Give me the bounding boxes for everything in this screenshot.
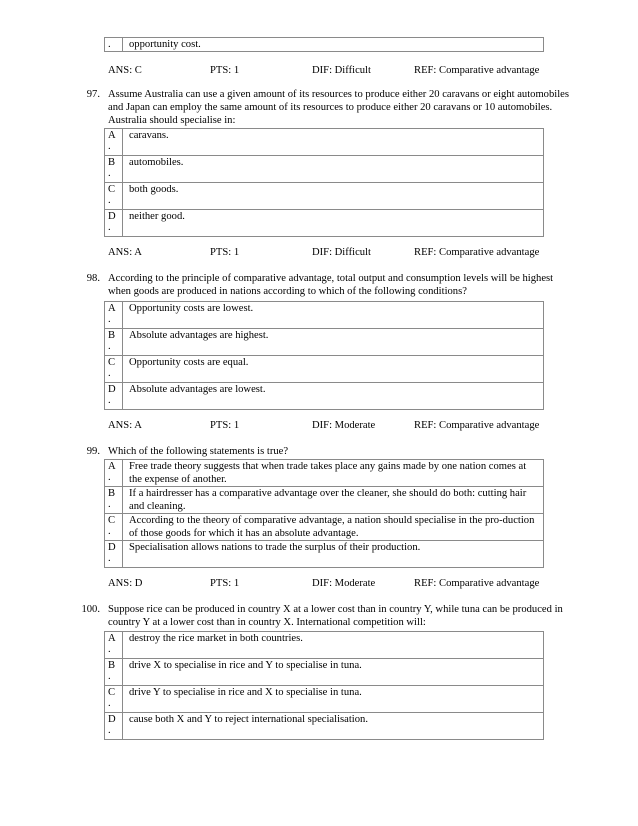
options-table-q97 xyxy=(104,128,544,237)
option-row: D . cause both X and Y to reject international specialisation. xyxy=(105,713,544,740)
answer-points: PTS: 1 xyxy=(210,247,240,258)
answer-key: ANS: D xyxy=(108,578,143,589)
option-letter: D xyxy=(108,384,116,395)
option-text: Free trade theory suggests that when trade takes place any gains made by one nation comes at the expense of another. xyxy=(123,460,544,487)
question-number: 97. xyxy=(86,89,100,100)
answer-difficulty: DIF: Moderate xyxy=(312,578,376,589)
answer-key: ANS: A xyxy=(108,247,142,258)
option-letter: C xyxy=(108,184,116,195)
option-letter: D xyxy=(108,211,116,222)
option-letter: B xyxy=(108,488,116,499)
option-row: A . destroy the rice market in both countries. xyxy=(105,632,544,659)
option-row: B . drive X to specialise in rice and Y to specialise in tuna. xyxy=(105,659,544,686)
answer-key: ANS: A xyxy=(108,420,142,431)
answer-line-q97 xyxy=(108,246,568,260)
answer-reference: REF: Comparative advantage xyxy=(414,420,540,431)
option-text: According to the theory of comparative advantage, a nation should specialise in the pro-duction of those goods for which it has an absolute advantage. xyxy=(123,514,544,541)
option-text: opportunity cost. xyxy=(123,38,544,52)
question-stem: Suppose rice can be produced in country X at a lower cost than in country Y, while tuna can be produced in country Y at a lower cost than in country X. International competition will: xyxy=(108,604,563,628)
option-text: destroy the rice market in both countries. xyxy=(123,632,544,659)
option-letter: A xyxy=(108,633,116,644)
answer-points: PTS: 1 xyxy=(210,420,240,431)
answer-reference: REF: Comparative advantage xyxy=(414,65,540,76)
option-letter: C xyxy=(108,357,116,368)
answer-reference: REF: Comparative advantage xyxy=(414,247,540,258)
options-table-q99 xyxy=(104,459,544,568)
question-number: 99. xyxy=(86,446,100,457)
question-stem: Assume Australia can use a given amount of its resources to produce either 20 caravans or eight automobiles and Japan can employ the same amount of its resources to produce either 20 caravans or 10 automobiles. Australia should specialise in: xyxy=(108,89,569,126)
answer-reference: REF: Comparative advantage xyxy=(414,578,540,589)
options-table-q98 xyxy=(104,301,544,410)
option-text: Absolute advantages are highest. xyxy=(123,329,544,356)
option-text: neither good. xyxy=(123,210,544,237)
option-letter: B xyxy=(108,157,116,168)
option-letter: D xyxy=(108,542,116,553)
options-table-q100 xyxy=(104,631,544,740)
option-text: automobiles. xyxy=(123,156,544,183)
option-row: D . Specialisation allows nations to trade the surplus of their production. xyxy=(105,541,544,568)
option-row: D . neither good. xyxy=(105,210,544,237)
option-text: Specialisation allows nations to trade the surplus of their production. xyxy=(123,541,544,568)
option-text: drive Y to specialise in rice and X to specialise in tuna. xyxy=(123,686,544,713)
option-text: drive X to specialise in rice and Y to specialise in tuna. xyxy=(123,659,544,686)
answer-line-q98 xyxy=(108,419,568,433)
option-text: Opportunity costs are lowest. xyxy=(123,302,544,329)
question-number: 98. xyxy=(86,273,100,284)
option-text: cause both X and Y to reject international specialisation. xyxy=(123,713,544,740)
option-row: A . Opportunity costs are lowest. xyxy=(105,302,544,329)
option-row: B . If a hairdresser has a comparative advantage over the cleaner, she should do both: cutting hair and cleaning. xyxy=(105,487,544,514)
question-stem: Which of the following statements is true? xyxy=(108,446,289,457)
option-row: C . According to the theory of comparative advantage, a nation should specialise in the pro-duction of those goods for which it has an absolute advantage. xyxy=(105,514,544,541)
option-letter: A xyxy=(108,303,116,314)
answer-difficulty: DIF: Difficult xyxy=(312,247,371,258)
answer-line-q96 xyxy=(108,64,568,78)
option-letter: C xyxy=(108,687,116,698)
option-letter: D xyxy=(108,714,116,725)
option-text: caravans. xyxy=(123,129,544,156)
option-row xyxy=(105,38,544,52)
option-row: D . Absolute advantages are lowest. xyxy=(105,383,544,410)
answer-key: ANS: C xyxy=(108,65,142,76)
answer-points: PTS: 1 xyxy=(210,578,240,589)
question-stem: According to the principle of comparative advantage, total output and consumption levels will be highest when goods are produced in nations according to which of the following conditions? xyxy=(108,273,554,297)
option-row: B . Absolute advantages are highest. xyxy=(105,329,544,356)
option-text: both goods. xyxy=(123,183,544,210)
answer-difficulty: DIF: Difficult xyxy=(312,65,371,76)
answer-difficulty: DIF: Moderate xyxy=(312,420,376,431)
option-text: Absolute advantages are lowest. xyxy=(123,383,544,410)
option-row: B . automobiles. xyxy=(105,156,544,183)
option-row: A . Free trade theory suggests that when trade takes place any gains made by one nation comes at the expense of another. xyxy=(105,460,544,487)
question-number: 100. xyxy=(81,604,100,615)
options-table-q96 xyxy=(104,37,544,52)
answer-points: PTS: 1 xyxy=(210,65,240,76)
option-letter: B xyxy=(108,330,116,341)
option-text: Opportunity costs are equal. xyxy=(123,356,544,383)
option-row: A . caravans. xyxy=(105,129,544,156)
option-row: C . drive Y to specialise in rice and X to specialise in tuna. xyxy=(105,686,544,713)
option-letter: B xyxy=(108,660,116,671)
answer-line-q99 xyxy=(108,577,568,591)
option-row: C . both goods. xyxy=(105,183,544,210)
option-text: If a hairdresser has a comparative advantage over the cleaner, she should do both: cutting hair and cleaning. xyxy=(123,487,544,514)
option-letter: A xyxy=(108,130,116,141)
option-row: C . Opportunity costs are equal. xyxy=(105,356,544,383)
option-letter: . xyxy=(105,38,123,52)
option-letter: C xyxy=(108,515,116,526)
option-letter: A xyxy=(108,461,116,472)
